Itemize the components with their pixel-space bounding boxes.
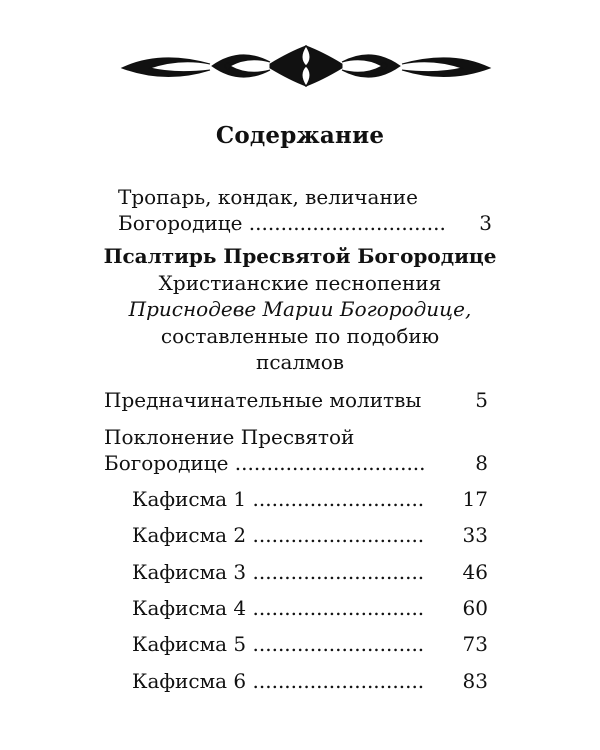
toc-entry-kathisma: Кафисма 4 ........................... bbox=[132, 596, 425, 620]
toc-entry-introductory-prayers: Предначинательные молитвы bbox=[104, 388, 422, 412]
toc-entry-troparion-line2: Богородице ............................... bbox=[118, 211, 446, 235]
toc-page-number: 73 bbox=[462, 632, 488, 656]
toc-entry-veneration-line2: Богородице .............................. bbox=[104, 451, 426, 475]
section-subtitle-line: Приснодеве Марии Богородице, bbox=[128, 297, 472, 321]
toc-entry-troparion-line1: Тропарь, кондак, величание bbox=[118, 185, 418, 209]
toc-entry-kathisma: Кафисма 2 ........................... bbox=[132, 523, 425, 547]
toc-entry-veneration-line1: Поклонение Пресвятой bbox=[104, 425, 355, 449]
toc-entry-kathisma: Кафисма 5 ........................... bbox=[132, 632, 425, 656]
toc-entry-kathisma: Кафисма 3 ........................... bbox=[132, 560, 425, 584]
toc-page-number: 5 bbox=[475, 388, 488, 412]
section-heading: Псалтирь Пресвятой Богородице bbox=[103, 244, 497, 268]
toc-page-number: 83 bbox=[462, 669, 488, 693]
toc-page-number: 3 bbox=[479, 211, 492, 235]
toc-page-number: 60 bbox=[462, 596, 488, 620]
page-title: Содержание bbox=[215, 122, 385, 149]
section-subtitle-line: Христианские песнопения bbox=[158, 271, 442, 295]
section-subtitle-line: составленные по подобию bbox=[160, 324, 440, 348]
toc-page-number: 33 bbox=[462, 523, 488, 547]
toc-page-number: 8 bbox=[475, 451, 488, 475]
toc-page-number: 46 bbox=[462, 560, 488, 584]
toc-page-number: 17 bbox=[462, 487, 488, 511]
section-subtitle-line: псалмов bbox=[255, 350, 345, 374]
toc-entry-kathisma: Кафисма 6 ........................... bbox=[132, 669, 425, 693]
toc-entry-kathisma: Кафисма 1 ........................... bbox=[132, 487, 425, 511]
decorative-ornament bbox=[120, 44, 492, 88]
